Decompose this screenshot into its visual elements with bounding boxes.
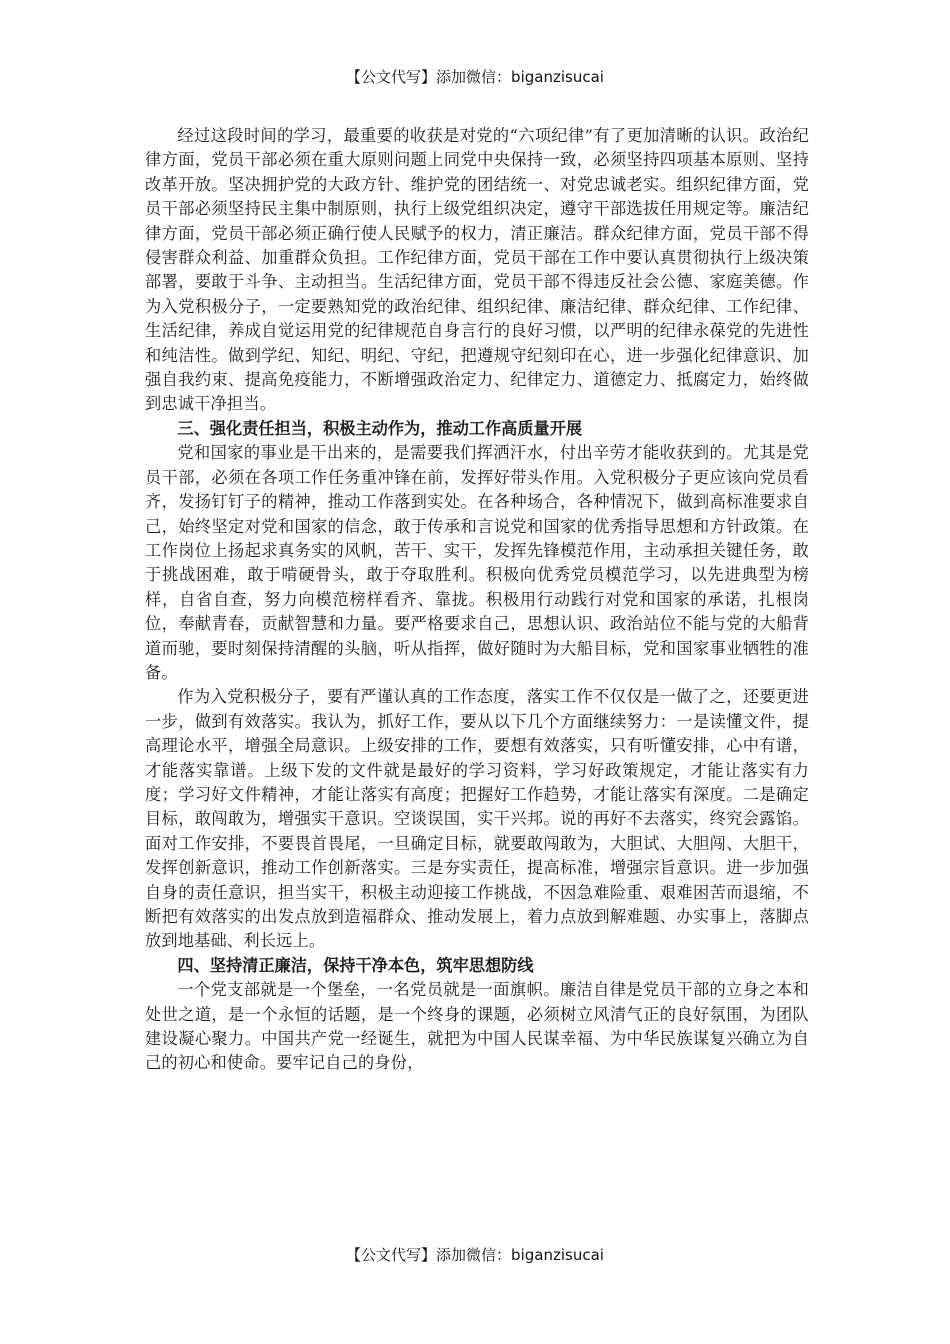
paragraph-implementation: 作为入党积极分子，要有严谨认真的工作态度，落实工作不仅仅是一做了之，还要更进一步，做到有效落实。我认为，抓好工作，要从以下几个方面继续努力：一是读懂文件，提高理论水平，增强全局意识。上级安排的工作，要想有效落实，只有听懂安排，心中有谱，才能落实靠谱。上级下发的文件就是最好的学习资料，学习好政策规定，才能让落实有力度；学习好文件精神，才能让落实有高度；把握好工作趋势，才能让落实有深度。二是确定目标，敢闯敢为，增强实干意识。空谈误国，实干兴邦。说的再好不去落实，终究会露馅。面对工作安排，不要畏首畏尾，一旦确定目标，就要敢闯敢为，大胆试、大胆闯、大胆干，发挥创新意识，推动工作创新落实。三是夯实责任，提高标准，增强宗旨意识。进一步加强自身的责任意识，担当实干，积极主动迎接工作挑战，不因急难险重、艰难困苦而退缩，不断把有效落实的出发点放到造福群众、推动发展上，着力点放到解难题、办实事上，落脚点放到地基础、利长远上。: [145, 687, 809, 951]
page-footer: 【公文代写】添加微信：biganzisucai: [346, 1246, 604, 1264]
section-heading-3: 三、强化责任担当，积极主动作为，推动工作高质量开展: [177, 418, 583, 438]
section-heading-4: 四、坚持清正廉洁，保持干净本色，筑牢思想防线: [177, 955, 534, 975]
document-body: [145, 124, 809, 1076]
paragraph-discipline: 经过这段时间的学习，最重要的收获是对党的“六项纪律”有了更加清晰的认识。政治纪律方面，党员干部必须在重大原则问题上同党中央保持一致，必须坚持四项基本原则、坚持改革开放。坚决拥护党的大政方针、维护党的团结统一、对党忠诚老实。组织纪律方面，党员干部必须坚持民主集中制原则，执行上级党组织决定，遵守干部选拔任用规定等。廉洁纪律方面，党员干部必须正确行使人民赋予的权力，清正廉洁。群众纪律方面，党员干部不得侵害群众利益、加重群众负担。工作纪律方面，党员干部在工作中要认真贯彻执行上级决策部署，要敢于斗争、主动担当。生活纪律方面，党员干部不得违反社会公德、家庭美德。作为入党积极分子，一定要熟知党的政治纪律、组织纪律、廉洁纪律、群众纪律、工作纪律、生活纪律，养成自觉运用党的纪律规范自身言行的良好习惯，以严明的纪律永葆党的先进性和纯洁性。做到学纪、知纪、明纪、守纪，把遵规守纪刻印在心，进一步强化纪律意识、加强自我约束、提高免疫能力，不断增强政治定力、纪律定力、道德定力、抵腐定力，始终做到忠诚干净担当。: [145, 126, 809, 414]
paragraph-integrity: 一个党支部就是一个堡垒，一名党员就是一面旗帜。廉洁自律是党员干部的立身之本和处世之道，是一个永恒的话题，是一个终身的课题，必须树立风清气正的良好氛围，为团队建设凝心聚力。中国共产党一经诞生，就把为中国人民谋幸福、为中华民族谋复兴确立为自己的初心和使命。要牢记自己的身份，: [145, 980, 809, 1073]
page-header: 【公文代写】添加微信：biganzisucai: [346, 68, 604, 86]
paragraph-responsibility: 党和国家的事业是干出来的，是需要我们挥洒汗水，付出辛劳才能收获到的。尤其是党员干部，必须在各项工作任务重冲锋在前，发挥好带头作用。入党积极分子更应该向党员看齐，发扬钉钉子的精神，推动工作落到实处。在各种场合，各种情况下，做到高标准要求自己，始终坚定对党和国家的信念，敢于传承和言说党和国家的优秀指导思想和方针政策。在工作岗位上扬起求真务实的风帆，苦干、实干，发挥先锋模范作用，主动承担关键任务，敢于挑战困难，敢于啃硬骨头，敢于夺取胜利。积极向优秀党员模范学习，以先进典型为榜样，自省自查，努力向模范榜样看齐、靠拢。积极用行动践行对党和国家的承诺，扎根岗位，奉献青春，贡献智慧和力量。要严格要求自己，思想认识、政治站位不能与党的大船背道而驰，要时刻保持清醒的头脑，听从指挥，做好随时为大船目标，党和国家事业牺牲的准备。: [145, 443, 809, 682]
